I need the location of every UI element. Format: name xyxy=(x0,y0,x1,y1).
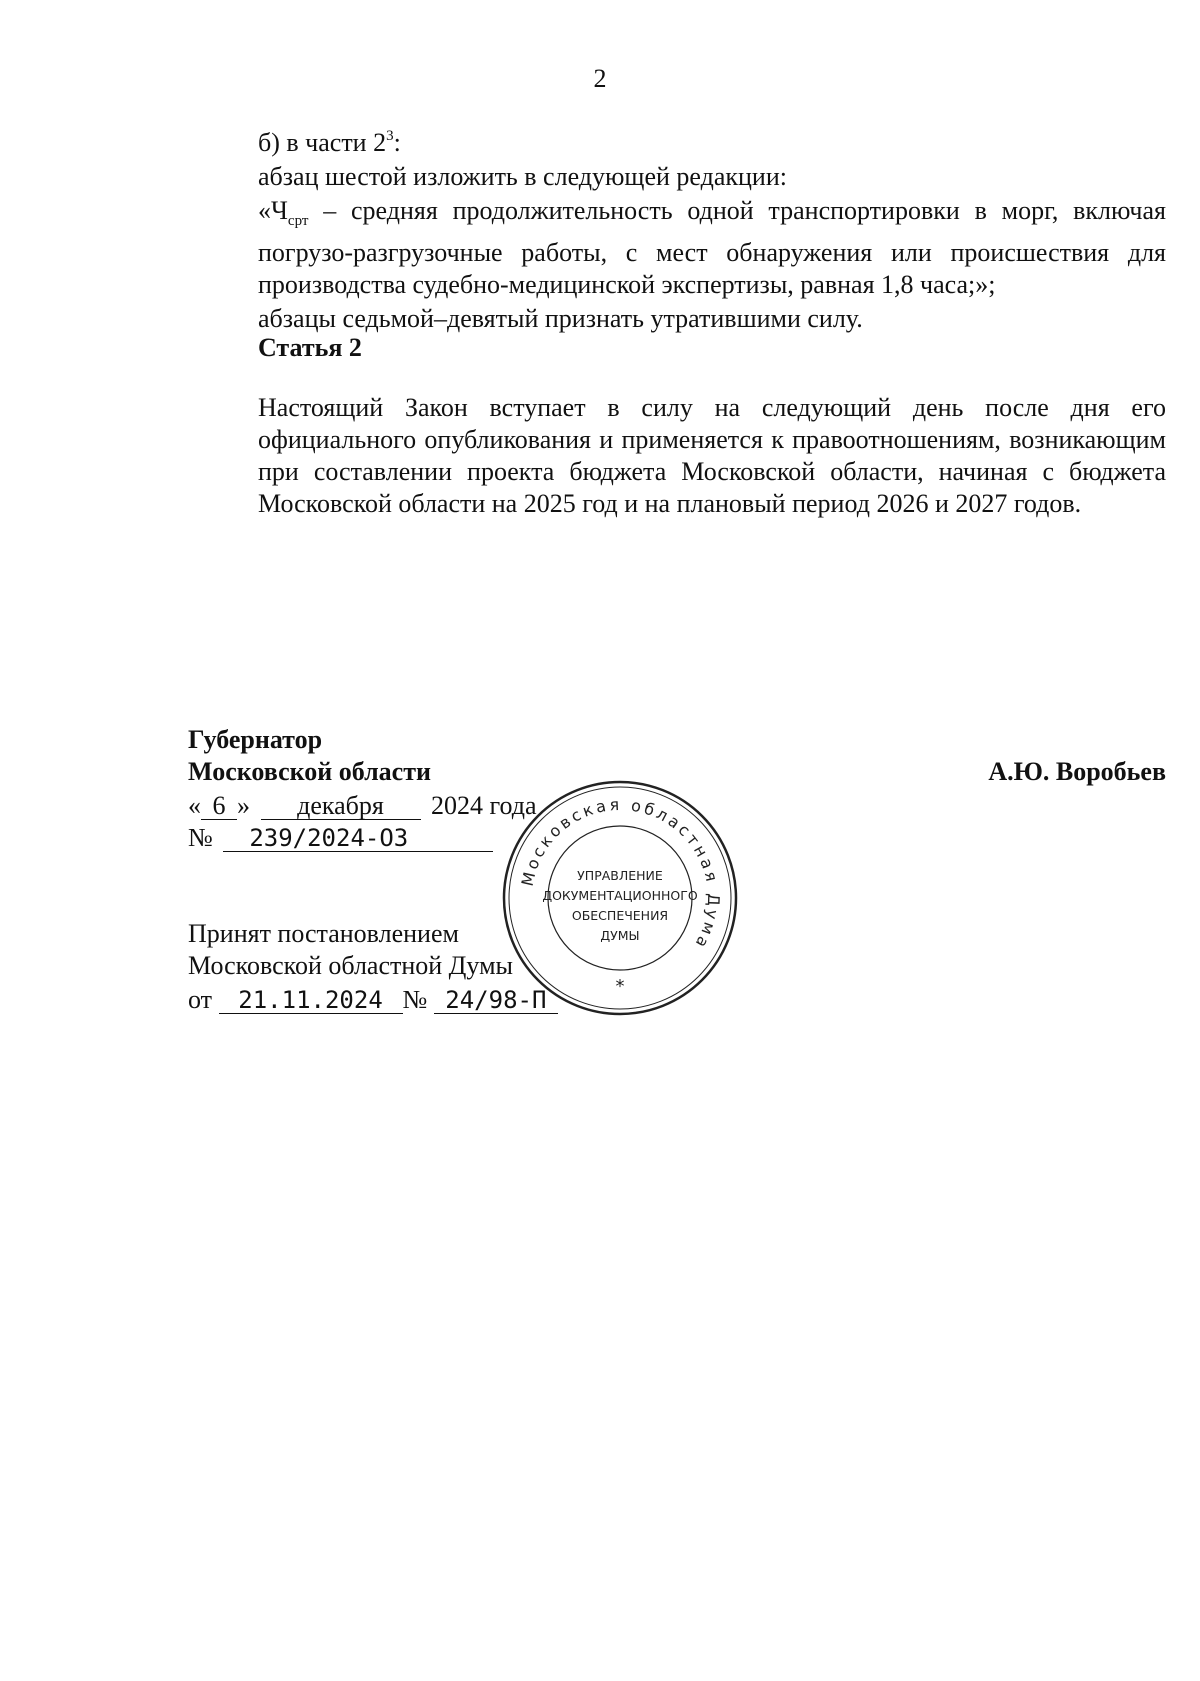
section-b-intro-colon: : xyxy=(393,128,401,157)
stamp-graphic xyxy=(500,778,740,1018)
section-b-intro-sup: 3 xyxy=(386,128,394,144)
article-2-text xyxy=(188,392,1166,520)
law-number-sign: № xyxy=(188,823,213,852)
section-b xyxy=(188,120,1166,335)
date-year: 2024 года xyxy=(431,791,537,820)
section-b-para1: абзац шестой изложить в следующей редакции: xyxy=(258,162,787,191)
date-close-quote: » xyxy=(237,791,250,820)
stamp-inner-line2: ДОКУМЕНТАЦИОННОГО xyxy=(542,888,698,903)
adopted-date: 21.11.2024 xyxy=(219,987,403,1014)
official-stamp xyxy=(500,778,740,1018)
section-b-intro-text: б) в части 2 xyxy=(258,128,387,157)
adopted-line1: Принят постановлением xyxy=(188,919,459,948)
section-b-intro xyxy=(188,120,1166,159)
adopted-from-label: от xyxy=(188,985,213,1014)
signature-name: А.Ю. Воробьев xyxy=(988,757,1166,786)
stamp-inner-line1: УПРАВЛЕНИЕ xyxy=(577,868,663,883)
stamp-inner-line3: ОБЕСПЕЧЕНИЯ xyxy=(571,908,669,923)
date-open-quote: « xyxy=(188,791,201,820)
date-month: декабря xyxy=(261,793,421,820)
adopted-line2: Московской областной Думы xyxy=(188,951,513,980)
signature-title-line1: Губернатор xyxy=(188,725,323,754)
article-2-paragraph: Настоящий Закон вступает в силу на следующий день после дня его официального опубликования и применяется к правоотношениям, возникающим при составлении проекта бюджета Московской области, начиная с бюджета Московской области на 2025 год и на плановый период 2026 и 2027 годов. xyxy=(258,393,1166,518)
page-number: 2 xyxy=(593,64,607,93)
stamp-star-icon: * xyxy=(615,976,625,997)
quote-open: «Ч xyxy=(258,196,288,225)
signature-title-line2: Московской области xyxy=(188,757,431,786)
law-number-value: 239/2024-ОЗ xyxy=(223,825,493,852)
quote-rest: – средняя продолжительность одной транспортировки в морг, включая погрузо-разгрузочные работы, с мест обнаружения или происшествия для производства судебно-медицинской экспертизы, равная 1,8 часа;»; xyxy=(258,196,1166,299)
stamp-ring-textpath: Московская областная Дума xyxy=(517,794,724,954)
article-2-heading: Статья 2 xyxy=(258,333,362,362)
signature-law-number xyxy=(188,822,493,854)
signature-date xyxy=(188,790,537,822)
quote-subscript: срт xyxy=(287,213,309,229)
stamp-inner-line4: ДУМЫ xyxy=(600,928,640,943)
section-b-quote xyxy=(188,195,1166,301)
section-b-para3: абзацы седьмой–девятый признать утратившими силу. xyxy=(258,304,863,333)
adopted-number: 24/98-П xyxy=(434,987,558,1014)
date-day: 6 xyxy=(201,793,237,820)
adopted-number-sign: № xyxy=(402,985,428,1014)
